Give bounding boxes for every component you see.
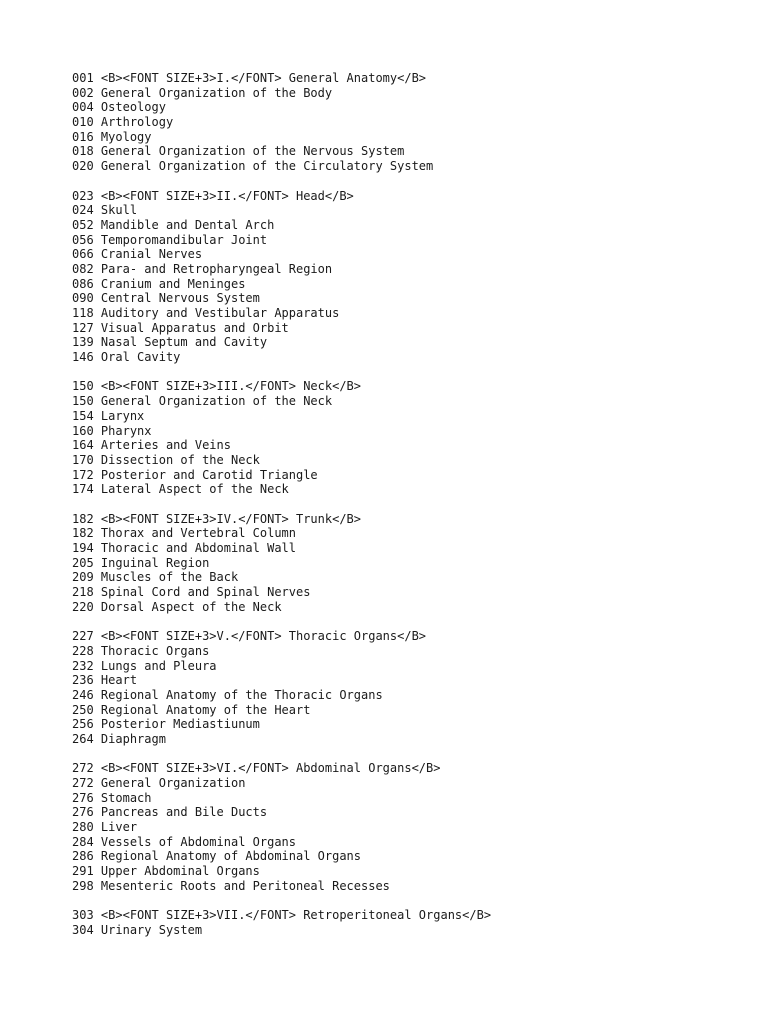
toc-page-number: 250 [72, 702, 94, 717]
toc-page-number: 220 [72, 599, 94, 614]
table-of-contents [72, 71, 762, 952]
toc-section-heading [72, 761, 762, 776]
toc-entry-title: <B><FONT SIZE+3>VII.</FONT> Retroperitoneal Organs</B> [100, 908, 492, 923]
toc-entry [72, 659, 762, 674]
toc-page-number: 018 [72, 144, 94, 159]
toc-section [72, 629, 762, 747]
toc-entry-title: Central Nervous System [100, 291, 260, 306]
toc-page-number: 228 [72, 643, 94, 658]
toc-entry-title: Pharynx [100, 423, 152, 438]
toc-section [72, 379, 762, 497]
toc-section [72, 189, 762, 365]
toc-entry [72, 732, 762, 747]
toc-entry [72, 247, 762, 262]
toc-entry-title: Mesenteric Roots and Peritoneal Recesses [100, 878, 390, 893]
toc-entry-title: <B><FONT SIZE+3>II.</FONT> Head</B> [100, 188, 354, 203]
toc-entry [72, 556, 762, 571]
toc-page-number: 127 [72, 320, 94, 335]
toc-entry [72, 541, 762, 556]
toc-page-number: 284 [72, 834, 94, 849]
toc-page-number: 164 [72, 438, 94, 453]
toc-entry [72, 688, 762, 703]
toc-entry [72, 203, 762, 218]
toc-page-number: 194 [72, 541, 94, 555]
toc-entry-title: Thorax and Vertebral Column [100, 526, 296, 541]
toc-entry-title: <B><FONT SIZE+3>V.</FONT> Thoracic Organs</B> [100, 629, 427, 644]
toc-page-number: 150 [72, 379, 94, 394]
toc-entry [72, 277, 762, 292]
toc-page-number: 066 [72, 247, 94, 262]
toc-section-heading [72, 629, 762, 644]
toc-entry [72, 879, 762, 894]
toc-page-number: 205 [72, 555, 94, 570]
toc-entry-title: <B><FONT SIZE+3>III.</FONT> Neck</B> [100, 379, 362, 394]
toc-entry-title: Thoracic Organs [100, 643, 210, 658]
toc-entry [72, 482, 762, 497]
toc-entry-title: Temporomandibular Joint [100, 232, 268, 247]
toc-entry-title: Regional Anatomy of Abdominal Organs [100, 849, 362, 864]
toc-entry [72, 600, 762, 615]
toc-entry-title: Posterior and Carotid Triangle [100, 467, 318, 482]
toc-entry [72, 233, 762, 248]
toc-page-number: 276 [72, 790, 94, 805]
toc-entry [72, 86, 762, 101]
toc-entry [72, 144, 762, 159]
toc-entry [72, 394, 762, 409]
toc-page-number: 232 [72, 658, 94, 673]
toc-entry-title: Regional Anatomy of the Heart [100, 702, 311, 717]
toc-entry-title: Arteries and Veins [100, 438, 231, 453]
toc-page-number: 004 [72, 100, 94, 115]
toc-entry-title: General Organization [100, 776, 246, 790]
toc-entry [72, 805, 762, 820]
toc-page-number: 086 [72, 276, 94, 291]
toc-page-number: 227 [72, 629, 94, 644]
toc-entry-title: Dorsal Aspect of the Neck [100, 599, 282, 614]
toc-entry [72, 585, 762, 600]
toc-page-number: 286 [72, 849, 94, 864]
toc-entry-title: Upper Abdominal Organs [100, 864, 260, 879]
toc-entry-title: Myology [100, 129, 152, 144]
toc-entry [72, 291, 762, 306]
toc-entry [72, 159, 762, 174]
toc-section [72, 908, 762, 937]
toc-page-number: 160 [72, 423, 94, 438]
toc-entry [72, 673, 762, 688]
toc-section-heading [72, 379, 762, 394]
toc-entry [72, 321, 762, 336]
toc-entry-title: Cranium and Meninges [100, 276, 246, 291]
toc-entry-title: Thoracic and Abdominal Wall [100, 541, 296, 555]
toc-entry-title: Auditory and Vestibular Apparatus [100, 306, 340, 320]
toc-entry [72, 820, 762, 835]
toc-page-number: 002 [72, 85, 94, 100]
toc-page-number: 082 [72, 261, 94, 276]
toc-page-number: 139 [72, 335, 94, 350]
toc-entry [72, 791, 762, 806]
toc-entry [72, 717, 762, 732]
toc-entry [72, 306, 762, 321]
toc-page-number: 024 [72, 203, 94, 218]
toc-entry [72, 100, 762, 115]
toc-page-number: 090 [72, 291, 94, 306]
toc-entry-title: Arthrology [100, 115, 174, 130]
toc-entry [72, 923, 762, 938]
toc-entry-title: Spinal Cord and Spinal Nerves [100, 585, 311, 600]
toc-page-number: 023 [72, 188, 94, 203]
toc-page-number: 182 [72, 526, 94, 541]
toc-entry [72, 262, 762, 277]
toc-page-number: 154 [72, 408, 94, 423]
toc-entry-title: Cranial Nerves [100, 247, 203, 262]
toc-entry [72, 130, 762, 145]
toc-section-heading [72, 71, 762, 86]
toc-page-number: 174 [72, 482, 94, 497]
toc-page-number: 182 [72, 511, 94, 526]
toc-entry-title: <B><FONT SIZE+3>VI.</FONT> Abdominal Organs</B> [100, 761, 441, 776]
toc-entry [72, 776, 762, 791]
toc-page-number: 272 [72, 776, 94, 790]
toc-entry-title: Oral Cavity [100, 350, 181, 365]
toc-page-number: 020 [72, 159, 94, 174]
toc-section [72, 71, 762, 174]
toc-page-number: 303 [72, 908, 94, 923]
toc-page-number: 172 [72, 467, 94, 482]
toc-page-number: 264 [72, 731, 94, 746]
toc-page-number: 276 [72, 805, 94, 820]
toc-page-number: 016 [72, 129, 94, 144]
toc-page-number: 146 [72, 350, 94, 365]
toc-entry-title: Mandible and Dental Arch [100, 217, 275, 232]
toc-entry-title: Larynx [100, 408, 145, 423]
toc-entry [72, 335, 762, 350]
toc-page-number: 010 [72, 115, 94, 130]
toc-page-number: 272 [72, 761, 94, 776]
toc-page-number: 118 [72, 306, 94, 320]
toc-section-heading [72, 512, 762, 527]
toc-page-number: 218 [72, 585, 94, 600]
toc-page-number: 209 [72, 570, 94, 585]
toc-entry-title: Stomach [100, 790, 152, 805]
toc-page-number: 170 [72, 452, 94, 467]
toc-entry [72, 424, 762, 439]
toc-entry [72, 526, 762, 541]
toc-entry [72, 350, 762, 365]
toc-entry [72, 468, 762, 483]
toc-entry-title: Liver [100, 820, 138, 835]
toc-page-number: 236 [72, 673, 94, 688]
toc-page-number: 056 [72, 232, 94, 247]
toc-entry-title: Lungs and Pleura [100, 658, 217, 673]
toc-entry-title: General Organization of the Body [100, 85, 333, 100]
toc-entry-title: Para- and Retropharyngeal Region [100, 261, 333, 276]
toc-section [72, 512, 762, 615]
toc-page-number: 052 [72, 217, 94, 232]
toc-entry-title: Regional Anatomy of the Thoracic Organs [100, 687, 383, 702]
toc-entry [72, 218, 762, 233]
toc-section-heading [72, 908, 762, 923]
toc-entry [72, 453, 762, 468]
toc-entry [72, 835, 762, 850]
toc-entry [72, 849, 762, 864]
toc-entry-title: Vessels of Abdominal Organs [100, 834, 296, 849]
toc-entry-title: Pancreas and Bile Ducts [100, 805, 268, 820]
toc-entry [72, 864, 762, 879]
toc-entry-title: Lateral Aspect of the Neck [100, 482, 289, 497]
toc-entry-title: Muscles of the Back [100, 570, 239, 585]
toc-entry-title: Urinary System [100, 922, 203, 937]
toc-entry-title: Heart [100, 673, 138, 688]
toc-entry-title: Nasal Septum and Cavity [100, 335, 268, 350]
toc-entry-title: General Organization of the Nervous System [100, 144, 405, 159]
toc-entry [72, 703, 762, 718]
toc-page-number: 298 [72, 878, 94, 893]
toc-page-number: 291 [72, 864, 94, 879]
toc-section [72, 761, 762, 893]
toc-entry-title: Visual Apparatus and Orbit [100, 320, 289, 335]
toc-entry-title: General Organization of the Circulatory System [100, 159, 434, 174]
toc-entry-title: Inguinal Region [100, 555, 210, 570]
toc-entry-title: <B><FONT SIZE+3>IV.</FONT> Trunk</B> [100, 511, 362, 526]
toc-page-number: 246 [72, 687, 94, 702]
toc-page-number: 280 [72, 820, 94, 835]
toc-entry [72, 570, 762, 585]
toc-entry-title: Posterior Mediastiunum [100, 717, 260, 732]
toc-entry-title: Dissection of the Neck [100, 452, 260, 467]
toc-entry-title: Osteology [100, 100, 166, 115]
toc-entry [72, 409, 762, 424]
toc-entry [72, 115, 762, 130]
toc-section-heading [72, 189, 762, 204]
toc-page-number: 150 [72, 394, 94, 409]
toc-page-number: 256 [72, 717, 94, 732]
toc-entry [72, 644, 762, 659]
toc-page-number: 304 [72, 922, 94, 937]
toc-entry-title: General Organization of the Neck [100, 394, 333, 409]
toc-entry-title: Skull [100, 203, 138, 218]
toc-entry [72, 438, 762, 453]
toc-entry-title: Diaphragm [100, 731, 166, 746]
toc-page-number: 001 [72, 71, 94, 85]
toc-entry-title: <B><FONT SIZE+3>I.</FONT> General Anatomy</B> [100, 71, 427, 85]
